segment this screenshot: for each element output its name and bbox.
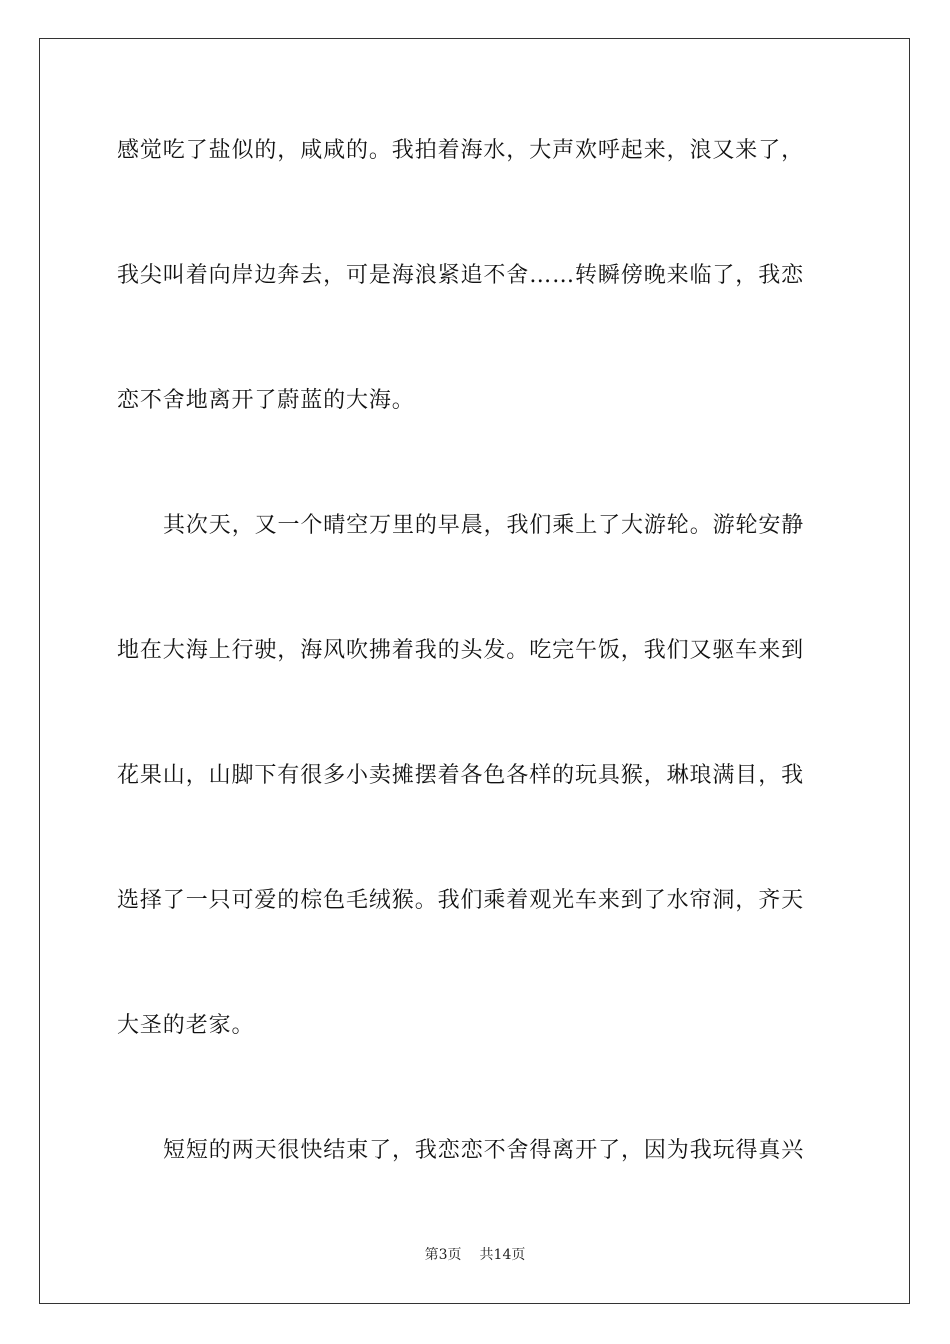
text-line: 感觉吃了盐似的，咸咸的。我拍着海水，大声欢呼起来，浪又来了， — [117, 138, 805, 163]
page-border — [39, 38, 910, 1304]
total-pages-label: 共14页 — [479, 1247, 526, 1263]
page-footer — [0, 1246, 950, 1264]
paragraph-start-line: 其次天，又一个晴空万里的早晨，我们乘上了大游轮。游轮安静 — [163, 513, 805, 538]
text-line: 恋不舍地离开了蔚蓝的大海。 — [117, 388, 415, 413]
text-line: 大圣的老家。 — [117, 1013, 255, 1038]
text-line: 我尖叫着向岸边奔去，可是海浪紧追不舍……转瞬傍晚来临了，我恋 — [117, 263, 805, 288]
text-line: 花果山，山脚下有很多小卖摊摆着各色各样的玩具猴，琳琅满目，我 — [117, 763, 805, 788]
text-line: 地在大海上行驶，海风吹拂着我的头发。吃完午饭，我们又驱车来到 — [117, 638, 805, 663]
current-page-label: 第3页 — [424, 1247, 462, 1263]
paragraph-start-line: 短短的两天很快结束了，我恋恋不舍得离开了，因为我玩得真兴 — [163, 1138, 805, 1163]
text-line: 选择了一只可爱的棕色毛绒猴。我们乘着观光车来到了水帘洞，齐天 — [117, 888, 805, 913]
